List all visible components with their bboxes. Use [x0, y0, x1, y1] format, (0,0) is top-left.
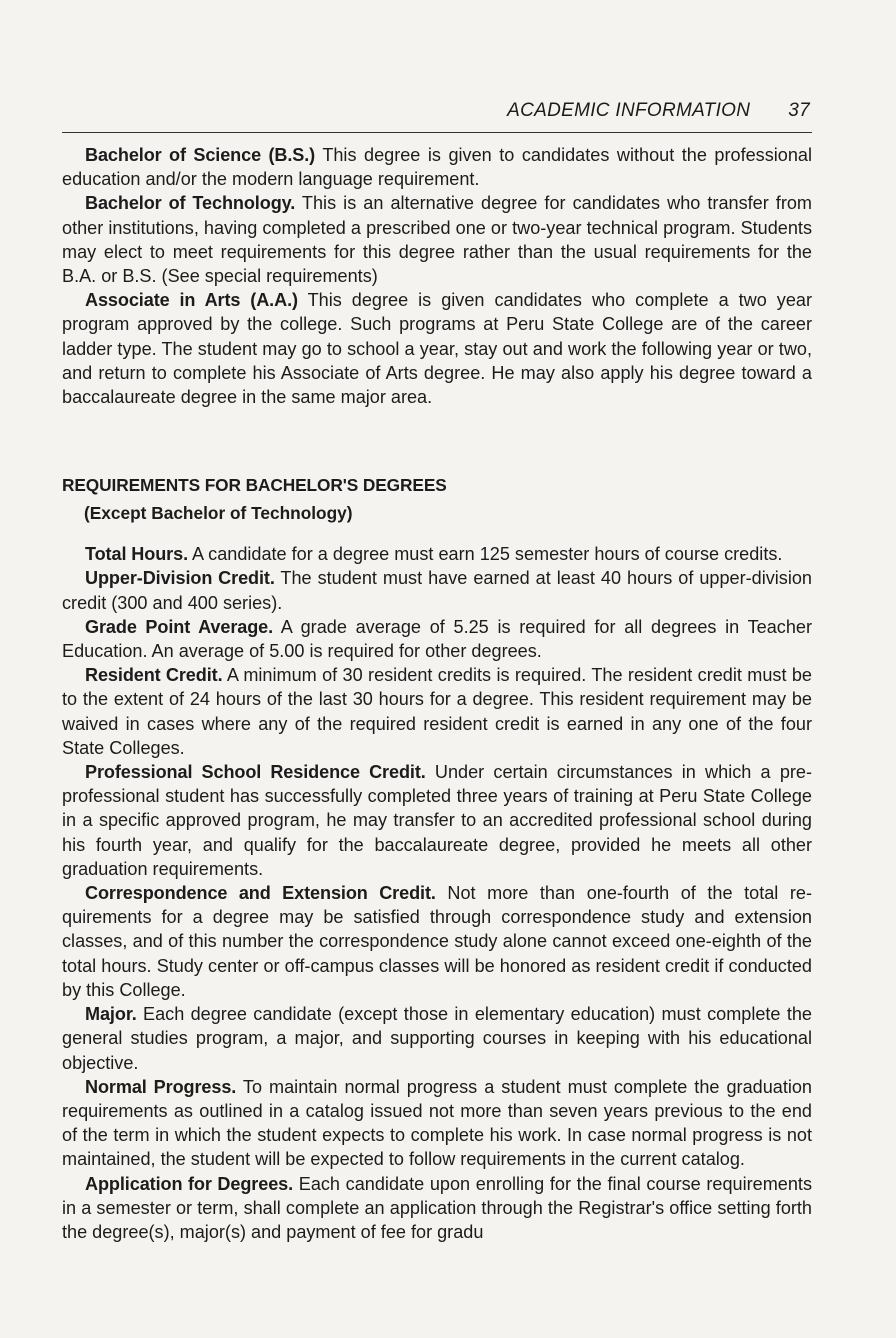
requirement-application: [62, 1172, 812, 1245]
degree-term: Bachelor of Science (B.S.): [85, 145, 316, 165]
requirement-term: Upper-Division Credit.: [85, 568, 275, 589]
degree-term: Associate in Arts (A.A.): [85, 290, 298, 311]
running-head-title: ACADEMIC INFORMATION: [507, 100, 751, 121]
requirement-total-hours: [62, 542, 812, 566]
requirement-major: [62, 1002, 812, 1075]
degree-paragraph-bs: [62, 143, 812, 191]
degree-term: Bachelor of Technology.: [85, 193, 296, 214]
requirement-term: Major.: [85, 1004, 137, 1025]
degree-paragraph-aa: [62, 288, 812, 409]
catalog-page: [62, 100, 812, 1244]
requirement-text: To maintain normal progress a student must complete the graduation requirements as outlined in a catalog issued not more than seven years previous to the end of the term in which the student expects to complete his work. In case normal progress is not maintained, the student will be expected to follow requirements in the current catalog.: [62, 1076, 812, 1170]
requirement-text: Under certain circumstances in which a pre-professional student has successfully completed three years of training at Peru State College in a specific approved program, he may transfer to an accredited professional school during his fourth year, and qualify for the baccalaureate degree, provided he meets all other graduation requirements.: [62, 762, 812, 879]
running-head: [62, 100, 812, 132]
degree-paragraph-btech: [62, 191, 812, 288]
degree-descriptions: [62, 143, 812, 409]
requirement-term: Total Hours.: [85, 544, 189, 565]
requirement-text: A candidate for a degree must earn 125 semester hours of course credits.: [188, 544, 783, 565]
requirement-text: A minimum of 30 resident credits is required. The resident credit must be to the extent of 24 hours of the last 30 hours for a degree. This resident requirement may be waived in cases where any of the required resident credit is earned in any one of the four State Colleges.: [62, 665, 812, 758]
requirement-professional-school: [62, 760, 812, 881]
requirement-normal-progress: [62, 1075, 812, 1172]
requirement-term: Resident Credit.: [85, 665, 223, 686]
requirement-resident-credit: [62, 663, 812, 760]
requirement-correspondence: [62, 881, 812, 1002]
requirement-text: Each candidate upon enrolling for the final course requirements in a semester or term, shall complete an application through the Registrar's office setting forth the degree(s), major(s) and payment of fee for gradu: [62, 1173, 813, 1242]
requirement-term: Application for Degrees.: [85, 1173, 294, 1194]
requirement-term: Normal Progress.: [85, 1076, 237, 1097]
section-subheading: (Except Bachelor of Technology): [84, 503, 353, 524]
degree-text: This is an alternative degree for candidates who transfer from other institutions, having completed a prescribed one or two-year technical program. Students may elect to meet requirements for this degree rather than the usual requirements for the B.A. or B.S. (See special requirements): [62, 193, 812, 287]
requirement-text: Not more than one-fourth of the total requirements for a degree may be satisfied through correspondence study and extension classes, and of this number the correspondence study alone cannot exceed one-eighth of the total hours. Study center or off-campus classes will be honored as resident credit if conducted by this College.: [62, 883, 813, 1000]
requirement-term: Grade Point Average.: [85, 616, 274, 637]
requirements-list: [62, 542, 812, 1244]
requirement-gpa: [62, 615, 812, 663]
degree-text: This degree is given to candidates without the professional education and/or the modern language requirement.: [62, 145, 812, 190]
requirement-term: Correspondence and Extension Credit.: [85, 883, 436, 904]
requirement-upper-division: [62, 566, 812, 614]
header-rule: [62, 132, 812, 133]
requirement-term: Professional School Residence Credit.: [85, 762, 426, 783]
requirement-text: Each degree candidate (except those in elementary education) must complete the general studies program, a major, and supporting courses in keeping with his educational objective.: [62, 1004, 812, 1073]
page-number: 37: [788, 100, 810, 121]
degree-text: This degree is given candidates who complete a two year program approved by the college. Such programs at Peru State College are of the career ladder type. The student may go to school a year, stay out and work the following year or two, and return to complete his Associate of Arts degree. He may also apply his degree toward a baccalaureate degree in the same major area.: [62, 290, 812, 408]
section-heading: REQUIREMENTS FOR BACHELOR'S DEGREES: [62, 475, 447, 496]
requirement-text: A grade average of 5.25 is required for all degrees in Teacher Education. An average of 5.00 is required for other degrees.: [62, 616, 813, 662]
requirement-text: The student must have earned at least 40 hours of upper-division credit (300 and 400 series).: [62, 568, 812, 613]
